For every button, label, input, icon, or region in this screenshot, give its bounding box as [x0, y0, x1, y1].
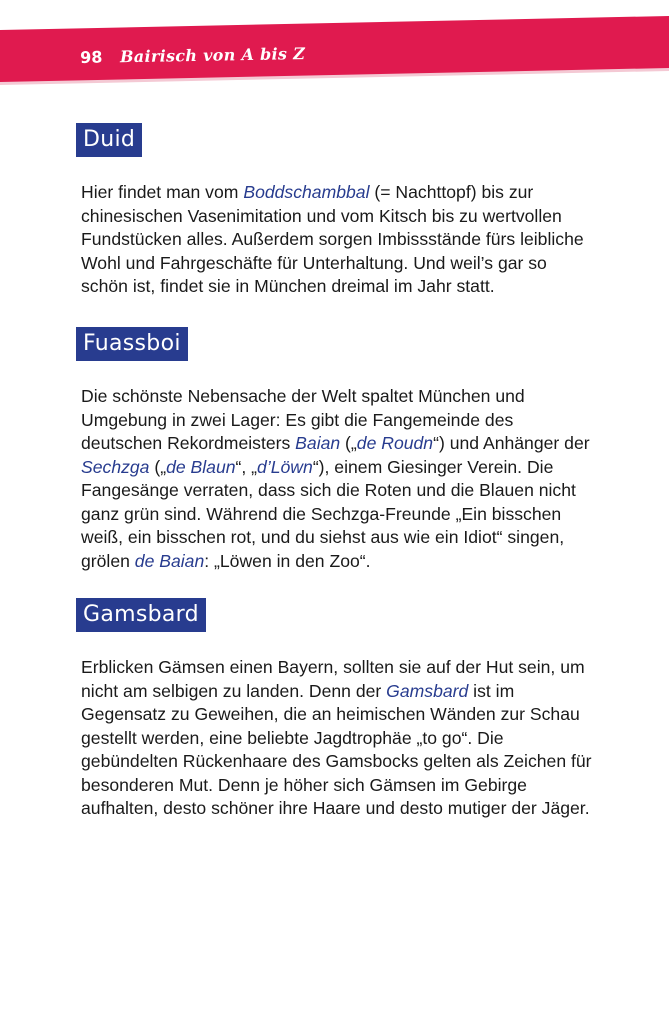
body-text: “), einem Giesinger Verein. Die Fangesänge verraten, dass sich die Roten und die Blauen nicht ganz grün sind. Während die Sechzga-Freunde „Ein bisschen weiß, ein bisschen rot, und du siehst aus wie ein Idiot“ singen, grölen [81, 456, 576, 571]
page-number: 98 [80, 47, 103, 67]
entry-title: Gamsbard [76, 598, 206, 632]
entry-paragraph [81, 656, 596, 821]
body-text: („ [340, 433, 357, 453]
entry-paragraph [81, 181, 596, 299]
running-header [80, 44, 305, 67]
dialect-term: d’Löwn [257, 456, 313, 477]
entry-title: Fuassboi [76, 327, 188, 361]
entry-duid [76, 123, 596, 299]
body-text: “) und Anhänger der [433, 433, 590, 453]
dialect-term: Gamsbard [386, 680, 469, 701]
dialect-term: Baian [295, 433, 341, 453]
dialect-term: Sechzga [81, 456, 150, 477]
body-text: “, „ [235, 456, 258, 477]
entry-body [81, 656, 596, 821]
entry-paragraph [81, 385, 596, 573]
book-title: Bairisch von A bis Z [119, 44, 306, 67]
body-text: (= Nachttopf) bis zur chinesischen Vasenimitation und vom Kitsch bis zu wertvollen Fundstücken alles. Außerdem sorgen Imbissstände fürs leibliche Wohl und Fahrgeschäfte für Unterhaltung. Und weil’s gar so schön ist, findet sie in München dreimal im Jahr statt. [81, 182, 584, 296]
dialect-term: Boddschambbal [243, 182, 370, 202]
entry-body [81, 181, 596, 299]
body-text: ist im Gegensatz zu Geweihen, die an heimischen Wänden zur Schau gestellt werden, eine beliebte Jagdtrophäe „to go“. Die gebündelten Rückenhaare des Gamsbocks gelten als Zeichen für besonderen Mut. Denn je höher sich Gämsen im Gebirge aufhalten, desto schöner ihre Haare und desto mutiger der Jäger. [81, 680, 592, 818]
body-text: („ [149, 456, 167, 477]
body-text: Die schönste Nebensache der Welt spaltet München und Umgebung in zwei Lager: Es gibt die Fangemeinde des deutschen Rekordmeisters [81, 386, 525, 453]
body-text: Hier findet man vom [81, 182, 244, 202]
body-text: Erblicken Gämsen einen Bayern, sollten sie auf der Hut sein, um nicht am selbigen zu landen. Denn der [81, 657, 585, 701]
entry-fuassboi [76, 327, 596, 573]
entry-gamsbard [76, 598, 596, 821]
body-text: : „Löwen in den Zoo“. [204, 550, 371, 571]
dialect-term: de Blaun [166, 456, 236, 477]
entry-title: Duid [76, 123, 142, 157]
entry-body [81, 385, 596, 573]
dialect-term: de Baian [134, 550, 205, 571]
dialect-term: de Roudn [356, 433, 434, 453]
